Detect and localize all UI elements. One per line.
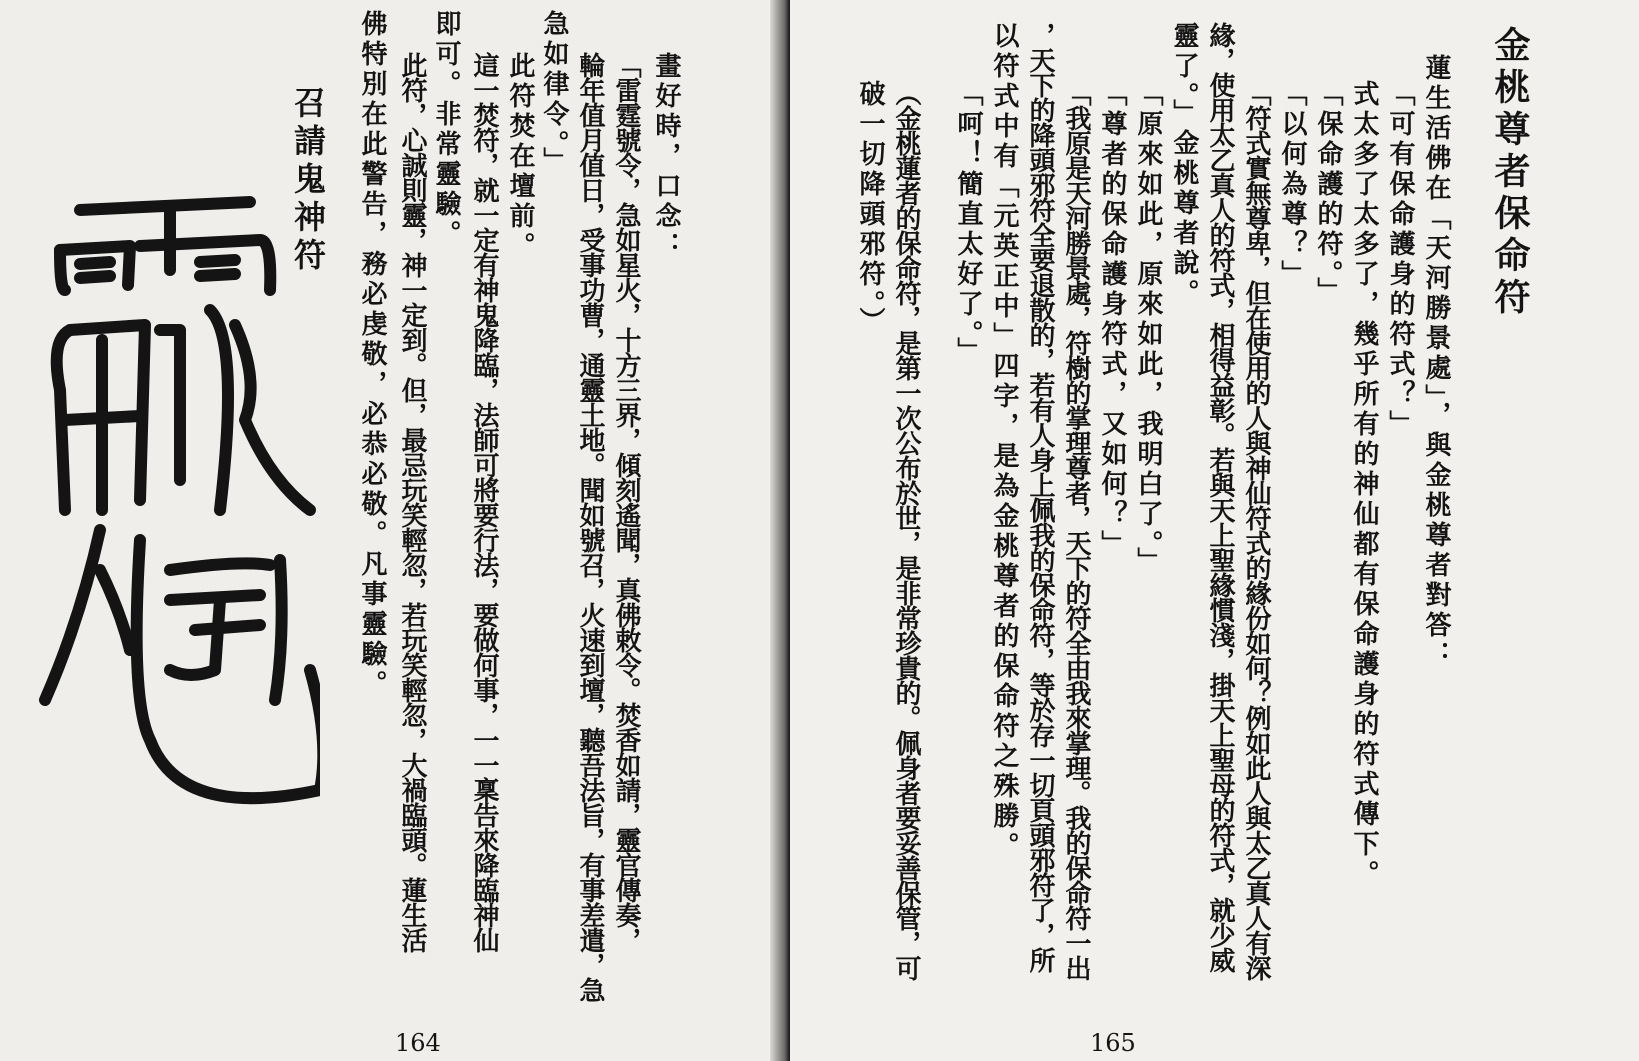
right-col-2: 「可有保命護身的符式？」 — [1385, 80, 1415, 440]
right-page — [790, 0, 1639, 1061]
right-col-13: 以符式中有「元英正中」四字，是為金桃尊者的保命符之殊勝。 — [989, 22, 1019, 862]
talisman-title: 召請鬼神符 — [289, 86, 327, 276]
right-col-3: 式太多了太多了，幾乎所有的神仙都有保命護身的符式傳下。 — [1349, 80, 1379, 890]
left-col-5: 此符焚在壇前。 — [505, 52, 535, 262]
left-col-2: 「雷霆號令，急如星火，十方三界，傾刻遙聞，真佛敕令。焚香如請，靈官傳奏， — [611, 52, 641, 952]
right-col-1: 蓮生活佛在「天河勝景處」，與金桃尊者對答： — [1421, 54, 1451, 671]
left-col-4: 急如律令。」 — [539, 10, 569, 177]
right-col-15: （金桃蓮者的保命符，是第一次公布於世，是非常珍貴的。佩身者要妥善保管，可 — [891, 80, 921, 980]
right-col-11: 「我原是天河勝景處，符樹的掌理尊者，天下的符全由我來掌理。我的保命符一出 — [1061, 80, 1091, 980]
right-col-10: 「尊者的保命護身符式，又如何？」 — [1097, 80, 1127, 560]
right-col-5: 「以何為尊？」 — [1277, 80, 1307, 290]
left-page — [0, 0, 790, 1061]
right-col-12: ，天下的降頭邪符全要退散的，若有人身上佩我的保命符，等於存一切頁頭邪符了，所 — [1025, 22, 1055, 972]
right-col-8: 靈了。」金桃尊者說。 — [1169, 22, 1199, 309]
left-col-9: 佛特別在此警告，務必虔敬，必恭必敬。凡事靈驗。 — [357, 10, 387, 700]
left-col-3: 輪年值月值日，受事功曹，通靈土地。聞如號召，火速到壇，聽吾法旨，有事差遣，急 — [575, 52, 605, 1002]
page-number-right: 165 — [1090, 1029, 1136, 1057]
right-col-14: 「呵！簡直太好了。」 — [953, 80, 983, 367]
left-col-6: 這一焚符，就一定有神鬼降臨，法師可將要行法，要做何事，一一稟告來降臨神仙 — [469, 52, 499, 952]
left-col-8: 此符，心誠則靈，神一定到。但，最忌玩笑輕忽，若玩笑輕忽，大禍臨頭。蓮生活 — [397, 52, 427, 952]
left-col-7: 即可。非常靈驗。 — [431, 10, 461, 250]
right-col-6: 「符式實無尊卑，但在使用的人與神仙符式的緣份如何？例如此人與太乙真人有深 — [1241, 80, 1271, 980]
page-number-left: 164 — [395, 1029, 441, 1057]
ghost-summoning-talisman — [20, 180, 320, 830]
right-col-16: 破一切降頭邪符。） — [855, 80, 885, 337]
left-col-1: 畫好時，口念： — [651, 52, 681, 262]
right-col-4: 「保命護的符。」 — [1313, 80, 1343, 307]
right-col-7: 緣，使用太乙真人的符式，相得益彰。若與天上聖緣慣淺，掛天上聖母的符式，就少威 — [1205, 22, 1235, 972]
right-col-9: 「原來如此，原來如此，我明白了。」 — [1133, 80, 1163, 577]
chapter-title: 金桃尊者保命符 — [1489, 26, 1531, 320]
